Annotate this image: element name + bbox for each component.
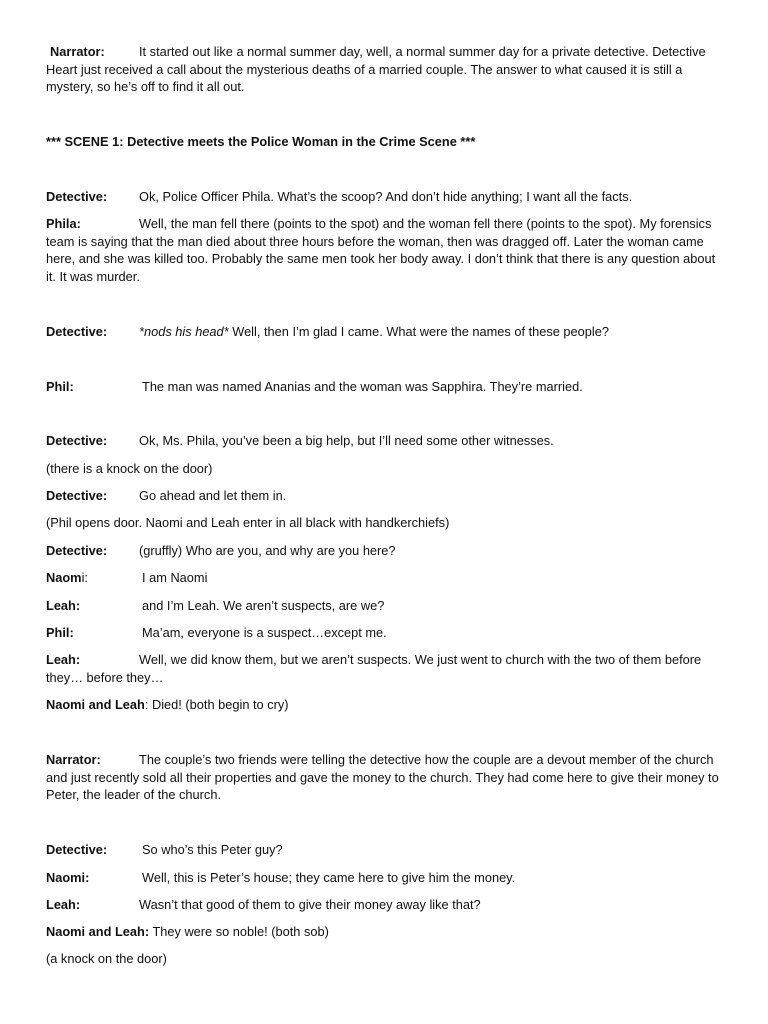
dialogue-line — [46, 215, 722, 285]
dialogue-line — [46, 323, 722, 341]
dialogue-text: Well, the man fell there (points to the spot) and the woman fell there (points to the spot). My forensics team is saying that the man died about three hours before the woman, then was dragged off. Later the woman came here, and she was killed too. Probably the same men took her body away. I don’t think that there is any question about it. It was murder. — [46, 216, 716, 284]
speaker-label-bold: Naom — [46, 570, 82, 585]
dialogue-line — [46, 542, 722, 560]
dialogue-text: Wasn’t that good of them to give their money away like that? — [139, 897, 481, 912]
dialogue-line — [46, 597, 722, 615]
speaker-label — [46, 569, 142, 587]
speaker-label: Naomi and Leah — [46, 697, 145, 712]
dialogue-line — [46, 569, 722, 587]
stage-direction-line: (Phil opens door. Naomi and Leah enter in all black with handkerchiefs) — [46, 515, 450, 530]
dialogue-text: Well, we did know them, but we aren’t suspects. We just went to church with the two of them before they… before they… — [46, 652, 702, 685]
dialogue-line — [46, 378, 722, 396]
speaker-label: Leah: — [46, 652, 81, 667]
speaker-label: Detective: — [46, 433, 108, 448]
dialogue-text: Died! (both begin to cry) — [151, 697, 289, 712]
dialogue-text: So who’s this Peter guy? — [142, 842, 283, 857]
speaker-label: Phila: — [46, 216, 81, 231]
dialogue-line — [46, 696, 722, 714]
dialogue-text: Ma’am, everyone is a suspect…except me. — [142, 625, 387, 640]
speaker-label: Phil: — [46, 379, 74, 394]
speaker-colon: : — [144, 697, 149, 712]
dialogue-line — [46, 896, 722, 914]
dialogue-line — [46, 869, 722, 887]
speaker-label: Leah: — [46, 598, 81, 613]
dialogue-text: The man was named Ananias and the woman was Sapphira. They’re married. — [142, 379, 583, 394]
dialogue-line — [46, 841, 722, 859]
dialogue-text: It started out like a normal summer day, well, a normal summer day for a private detective. Detective Heart just received a call about the mysterious deaths of a married couple. The answer to what caused it is still a mystery, so he’s off to find it all out. — [46, 44, 706, 95]
speaker-label: Naomi and Leah: — [46, 924, 150, 939]
speaker-label: Leah: — [46, 897, 81, 912]
dialogue-text: and I’m Leah. We aren’t suspects, are we? — [142, 598, 385, 613]
stage-direction: *nods his head* — [139, 324, 229, 339]
speaker-label: Detective: — [46, 324, 108, 339]
dialogue-text: Well, then I’m glad I came. What were the names of these people? — [232, 324, 609, 339]
speaker-label: Narrator: — [50, 44, 105, 59]
dialogue-line — [46, 624, 722, 642]
speaker-label: Detective: — [46, 488, 108, 503]
dialogue-text: (gruffly) Who are you, and why are you here? — [139, 543, 396, 558]
dialogue-text: Ok, Ms. Phila, you’ve been a big help, but I’ll need some other witnesses. — [139, 433, 554, 448]
scene-heading: *** SCENE 1: Detective meets the Police Woman in the Crime Scene *** — [46, 134, 476, 149]
speaker-label: Narrator: — [46, 752, 101, 767]
dialogue-line — [46, 923, 722, 941]
dialogue-line — [46, 188, 722, 206]
narrator-intro-paragraph — [46, 43, 722, 96]
dialogue-text: Ok, Police Officer Phila. What’s the scoop? And don’t hide anything; I want all the facts. — [139, 189, 633, 204]
dialogue-line — [46, 651, 722, 686]
dialogue-text: Go ahead and let them in. — [139, 488, 287, 503]
dialogue-line — [46, 432, 722, 450]
stage-direction-line: (a knock on the door) — [46, 951, 167, 966]
dialogue-text: Well, this is Peter’s house; they came here to give him the money. — [142, 870, 516, 885]
speaker-label-rest: i: — [81, 570, 88, 585]
dialogue-text: I am Naomi — [142, 570, 208, 585]
stage-direction-line: (there is a knock on the door) — [46, 461, 213, 476]
speaker-label: Naomi: — [46, 870, 90, 885]
speaker-label: Detective: — [46, 189, 108, 204]
speaker-label: Detective: — [46, 842, 108, 857]
speaker-label: Detective: — [46, 543, 108, 558]
narrator-paragraph — [46, 751, 722, 804]
dialogue-line — [46, 487, 722, 505]
dialogue-text: The couple’s two friends were telling the detective how the couple are a devout member of the church and just recently sold all their properties and gave the money to the church. They had come here to give their money to Peter, the leader of the church. — [46, 752, 719, 803]
speaker-label: Phil: — [46, 625, 74, 640]
dialogue-text: They were so noble! (both sob) — [152, 924, 329, 939]
